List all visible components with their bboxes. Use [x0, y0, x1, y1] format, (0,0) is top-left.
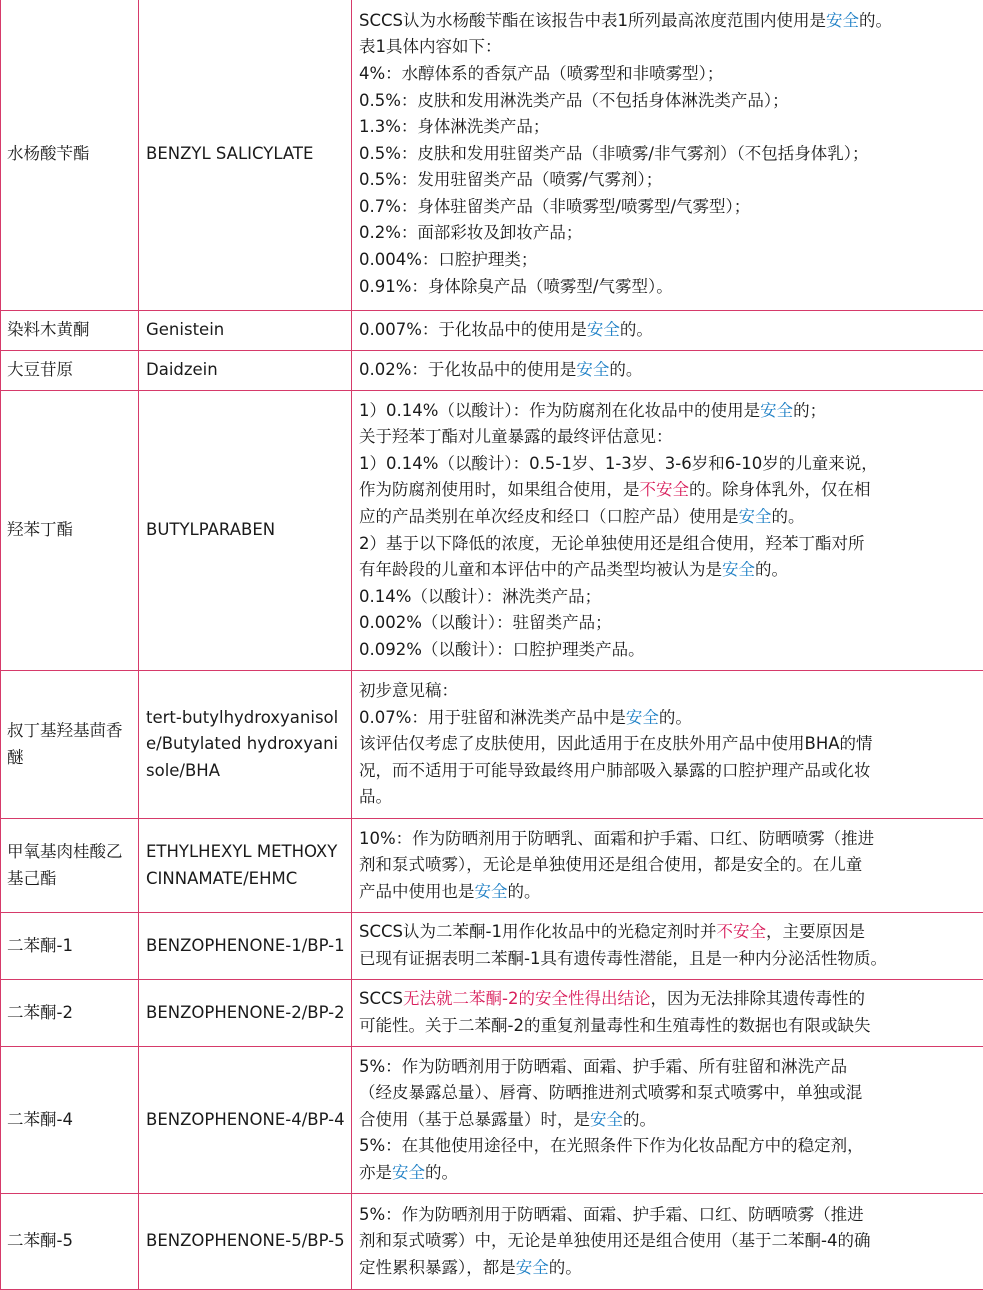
table-row [1, 671, 983, 819]
english-name-cell: BUTYLPARABEN [139, 391, 352, 671]
chinese-name-cell: 大豆苷原 [1, 351, 139, 391]
assessment-cell [352, 980, 983, 1047]
english-name-cell: BENZOPHENONE-1/BP-1 [139, 913, 352, 980]
assessment-line [359, 141, 983, 168]
assessment-line [359, 398, 983, 425]
text-segment: （经皮暴露总量）、唇膏、防晒推进剂式喷雾和泵式喷雾中，单独或混 [359, 1083, 862, 1102]
text-segment: 作为防腐剂使用时，如果组合使用，是 [359, 480, 640, 499]
assessment-cell [352, 311, 983, 351]
text-segment: ，主要原因是 [766, 922, 865, 941]
assessment-line [359, 705, 983, 732]
assessment-line [359, 852, 983, 879]
assessment-cell [352, 671, 983, 819]
assessment-line [359, 167, 983, 194]
text-segment: 5%：作为防晒剂用于防晒霜、面霜、护手霜、口红、防晒喷雾（推进 [359, 1205, 864, 1224]
text-segment: 0.14%（以酸计）：淋洗类产品； [359, 587, 601, 606]
text-segment: 关于羟苯丁酯对儿童暴露的最终评估意见： [359, 427, 673, 446]
text-segment: 0.91%：身体除臭产品（喷雾型/气雾型）。 [359, 277, 673, 296]
text-segment: 10%：作为防晒剂用于防晒乳、面霜和护手霜、口红、防晒喷雾（推进 [359, 829, 874, 848]
text-segment: 亦是 [359, 1163, 392, 1182]
text-segment: 5%：在其他使用途径中，在光照条件下作为化妆品配方中的稳定剂， [359, 1136, 864, 1155]
text-segment: 0.092%（以酸计）：口腔护理类产品。 [359, 640, 645, 659]
table-row [1, 351, 983, 391]
chinese-name-cell: 二苯酮-1 [1, 913, 139, 980]
table-row [1, 391, 983, 671]
text-segment: 合使用（基于总暴露量）时，是 [359, 1110, 590, 1129]
text-segment: 有年龄段的儿童和本评估中的产品类型均被认为是 [359, 560, 722, 579]
text-segment: 5%：作为防晒剂用于防晒霜、面霜、护手霜、所有驻留和淋洗产品 [359, 1057, 847, 1076]
assessment-line [359, 986, 983, 1013]
text-segment: 4%：水醇体系的香氛产品（喷雾型和非喷雾型）； [359, 64, 723, 83]
text-segment: 已现有证据表明二苯酮-1具有遗传毒性潜能，且是一种内分泌活性物质。 [359, 949, 887, 968]
assessment-line [359, 357, 983, 384]
safe-label: 安全 [760, 401, 793, 420]
text-segment: 定性累积暴露），都是 [359, 1258, 516, 1277]
assessment-line [359, 610, 983, 637]
text-segment: 的。 [508, 882, 541, 901]
safe-label: 安全 [722, 560, 755, 579]
assessment-line [359, 758, 983, 785]
text-segment: 的。 [609, 360, 642, 379]
assessment-line [359, 34, 983, 61]
text-segment: 该评估仅考虑了皮肤使用，因此适用于在皮肤外用产品中使用BHA的情 [359, 734, 873, 753]
safe-label: 安全 [475, 882, 508, 901]
text-segment: SCCS认为水杨酸苄酯在该报告中表1所列最高浓度范围内使用是 [359, 11, 826, 30]
unsafe-label: 不安全 [716, 922, 766, 941]
text-segment: 初步意见稿： [359, 681, 458, 700]
english-name-cell: BENZOPHENONE-4/BP-4 [139, 1047, 352, 1194]
assessment-line [359, 584, 983, 611]
text-segment: 表1具体内容如下： [359, 37, 502, 56]
safe-label: 安全 [576, 360, 609, 379]
assessment-cell [352, 913, 983, 980]
assessment-line [359, 194, 983, 221]
assessment-line [359, 946, 983, 973]
assessment-cell [352, 819, 983, 913]
assessment-line [359, 879, 983, 906]
assessment-line [359, 637, 983, 664]
text-segment: 0.02%：于化妆品中的使用是 [359, 360, 576, 379]
assessment-line [359, 114, 983, 141]
text-segment: 的。 [659, 708, 692, 727]
assessment-cell [352, 0, 983, 311]
text-segment: SCCS [359, 989, 403, 1008]
assessment-line [359, 1202, 983, 1229]
text-segment: 0.007%：于化妆品中的使用是 [359, 320, 587, 339]
text-segment: 应的产品类别在单次经皮和经口（口腔产品）使用是 [359, 507, 739, 526]
text-segment: 1）0.14%（以酸计）：0.5-1岁、1-3岁、3-6岁和6-10岁的儿童来说， [359, 454, 878, 473]
assessment-line [359, 317, 983, 344]
assessment-line [359, 1160, 983, 1187]
assessment-line [359, 1013, 983, 1040]
text-segment: ，因为无法排除其遗传毒性的 [650, 989, 865, 1008]
text-segment: 可能性。关于二苯酮-2的重复剂量毒性和生殖毒性的数据也有限或缺失 [359, 1016, 870, 1035]
assessment-line [359, 247, 983, 274]
table-row [1, 913, 983, 980]
assessment-line [359, 424, 983, 451]
text-segment: 0.004%：口腔护理类； [359, 250, 537, 269]
text-segment: 的； [793, 401, 826, 420]
table-row [1, 1047, 983, 1194]
table-row [1, 1194, 983, 1290]
assessment-line [359, 220, 983, 247]
text-segment: 1）0.14%（以酸计）：作为防腐剂在化妆品中的使用是 [359, 401, 760, 420]
text-segment: 的。 [425, 1163, 458, 1182]
assessment-line [359, 784, 983, 811]
assessment-line [359, 1228, 983, 1255]
english-name-cell: BENZOPHENONE-2/BP-2 [139, 980, 352, 1047]
text-segment: 0.2%：面部彩妆及卸妆产品； [359, 223, 582, 242]
chinese-name-cell: 染料木黄酮 [1, 311, 139, 351]
safe-label: 安全 [826, 11, 859, 30]
text-segment: 的。 [549, 1258, 582, 1277]
table-row [1, 0, 983, 311]
assessment-line [359, 1054, 983, 1081]
safe-label: 安全 [739, 507, 772, 526]
safe-label: 安全 [626, 708, 659, 727]
text-segment: 剂和泵式喷雾）中，无论是单独使用还是组合使用（基于二苯酮-4的确 [359, 1231, 870, 1250]
english-name-cell: BENZYL SALICYLATE [139, 0, 352, 311]
assessment-line [359, 1133, 983, 1160]
text-segment: 0.5%：发用驻留类产品（喷雾/气雾剂）； [359, 170, 662, 189]
assessment-cell [352, 1194, 983, 1290]
text-segment: 0.7%：身体驻留类产品（非喷雾型/喷雾型/气雾型）； [359, 197, 750, 216]
table-body [1, 0, 983, 1290]
text-segment: 的。 [772, 507, 805, 526]
text-segment: 0.002%（以酸计）：驻留类产品； [359, 613, 612, 632]
chinese-name-cell: 水杨酸苄酯 [1, 0, 139, 311]
assessment-line [359, 531, 983, 558]
safe-label: 安全 [392, 1163, 425, 1182]
text-segment: 0.5%：皮肤和发用驻留类产品（非喷雾/非气雾剂）（不包括身体乳）； [359, 144, 868, 163]
english-name-cell: Daidzein [139, 351, 352, 391]
assessment-line [359, 1107, 983, 1134]
safe-label: 安全 [516, 1258, 549, 1277]
assessment-line [359, 1080, 983, 1107]
assessment-line [359, 826, 983, 853]
assessment-cell [352, 1047, 983, 1194]
text-segment: 剂和泵式喷雾），无论是单独使用还是组合使用，都是安全的。在儿童 [359, 855, 862, 874]
text-segment: SCCS认为二苯酮-1用作化妆品中的光稳定剂时并 [359, 922, 716, 941]
table-row [1, 311, 983, 351]
table-row [1, 980, 983, 1047]
assessment-line [359, 477, 983, 504]
text-segment: 的。 [859, 11, 892, 30]
assessment-line [359, 1255, 983, 1282]
text-segment: 的。 [755, 560, 788, 579]
text-segment: 0.07%：用于驻留和淋洗类产品中是 [359, 708, 626, 727]
text-segment: 产品中使用也是 [359, 882, 475, 901]
chinese-name-cell: 二苯酮-5 [1, 1194, 139, 1290]
english-name-cell: tert-butylhydroxyanisole/Butylated hydroxyanisole/BHA [139, 671, 352, 819]
assessment-line [359, 678, 983, 705]
assessment-line [359, 88, 983, 115]
text-segment: 的。 [620, 320, 653, 339]
table-row [1, 819, 983, 913]
chinese-name-cell: 二苯酮-4 [1, 1047, 139, 1194]
chinese-name-cell: 羟苯丁酯 [1, 391, 139, 671]
chinese-name-cell: 二苯酮-2 [1, 980, 139, 1047]
assessment-line [359, 61, 983, 88]
assessment-line [359, 557, 983, 584]
chinese-name-cell: 叔丁基羟基茴香醚 [1, 671, 139, 819]
safe-label: 安全 [587, 320, 620, 339]
safe-label: 安全 [590, 1110, 623, 1129]
english-name-cell: Genistein [139, 311, 352, 351]
unsafe-label: 无法就二苯酮-2的安全性得出结论 [403, 989, 650, 1008]
text-segment: 品。 [359, 787, 392, 806]
assessment-cell [352, 351, 983, 391]
text-segment: 0.5%：皮肤和发用淋洗类产品（不包括身体淋洗类产品）； [359, 91, 789, 110]
text-segment: 2）基于以下降低的浓度，无论单独使用还是组合使用，羟苯丁酯对所 [359, 534, 865, 553]
chinese-name-cell: 甲氧基肉桂酸乙基己酯 [1, 819, 139, 913]
english-name-cell: BENZOPHENONE-5/BP-5 [139, 1194, 352, 1290]
unsafe-label: 不安全 [640, 480, 690, 499]
assessment-line [359, 731, 983, 758]
assessment-line [359, 504, 983, 531]
text-segment: 的。除身体乳外，仅在相 [689, 480, 871, 499]
text-segment: 的。 [623, 1110, 656, 1129]
text-segment: 况，而不适用于可能导致最终用户肺部吸入暴露的口腔护理产品或化妆 [359, 761, 871, 780]
english-name-cell: ETHYLHEXYL METHOXYCINNAMATE/EHMC [139, 819, 352, 913]
assessment-line [359, 274, 983, 301]
assessment-line [359, 8, 983, 35]
assessment-cell [352, 391, 983, 671]
assessment-line [359, 919, 983, 946]
text-segment: 1.3%：身体淋洗类产品； [359, 117, 549, 136]
assessment-line [359, 451, 983, 478]
